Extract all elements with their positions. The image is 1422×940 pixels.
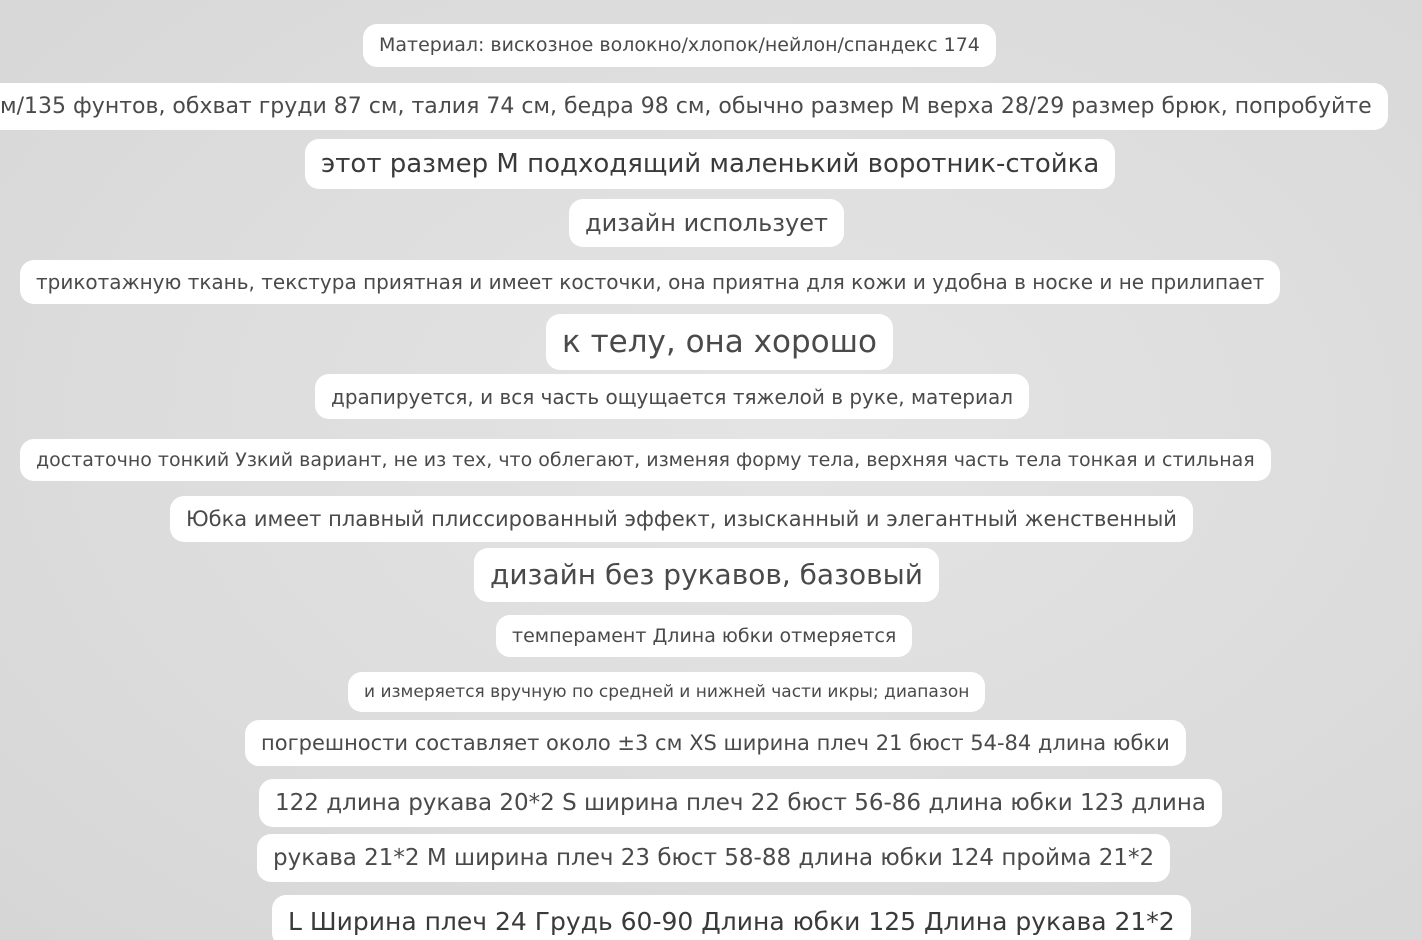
caption-line-size-collar: этот размер M подходящий маленький воротник-стойка bbox=[305, 139, 1115, 189]
caption-line-fit: достаточно тонкий Узкий вариант, не из тех, что облегают, изменяя форму тела, верхняя часть тела тонкая и стильная bbox=[20, 439, 1271, 481]
caption-line-size-xs: погрешности составляет около ±3 см XS ширина плеч 21 бюст 54-84 длина юбки bbox=[245, 720, 1186, 766]
caption-line-size-l: L Ширина плеч 24 Грудь 60-90 Длина юбки 125 Длина рукава 21*2 bbox=[272, 895, 1191, 940]
caption-line-design: дизайн использует bbox=[569, 199, 844, 247]
caption-line-skirt-length: темперамент Длина юбки отмеряется bbox=[496, 615, 912, 657]
caption-line-skirt: Юбка имеет плавный плиссированный эффект, изысканный и элегантный женственный bbox=[170, 496, 1193, 542]
caption-line-drape: драпируется, и вся часть ощущается тяжелой в руке, материал bbox=[315, 374, 1029, 419]
caption-line-manual-measure: и измеряется вручную по средней и нижней части икры; диапазон bbox=[348, 672, 985, 712]
caption-line-measurements: м/135 фунтов, обхват груди 87 см, талия 74 см, бедра 98 см, обычно размер M верха 28/29 размер брюк, попробуйте bbox=[0, 83, 1388, 130]
caption-line-material: Материал: вискозное волокно/хлопок/нейлон/спандекс 174 bbox=[363, 24, 996, 67]
caption-line-sleeveless: дизайн без рукавов, базовый bbox=[474, 548, 939, 602]
caption-line-body: к телу, она хорошо bbox=[546, 314, 893, 370]
caption-line-size-s: 122 длина рукава 20*2 S ширина плеч 22 бюст 56-86 длина юбки 123 длина bbox=[259, 779, 1222, 827]
caption-line-fabric: трикотажную ткань, текстура приятная и имеет косточки, она приятна для кожи и удобна в носке и не прилипает bbox=[20, 260, 1280, 304]
caption-line-size-m: рукава 21*2 M ширина плеч 23 бюст 58-88 длина юбки 124 пройма 21*2 bbox=[257, 834, 1170, 882]
